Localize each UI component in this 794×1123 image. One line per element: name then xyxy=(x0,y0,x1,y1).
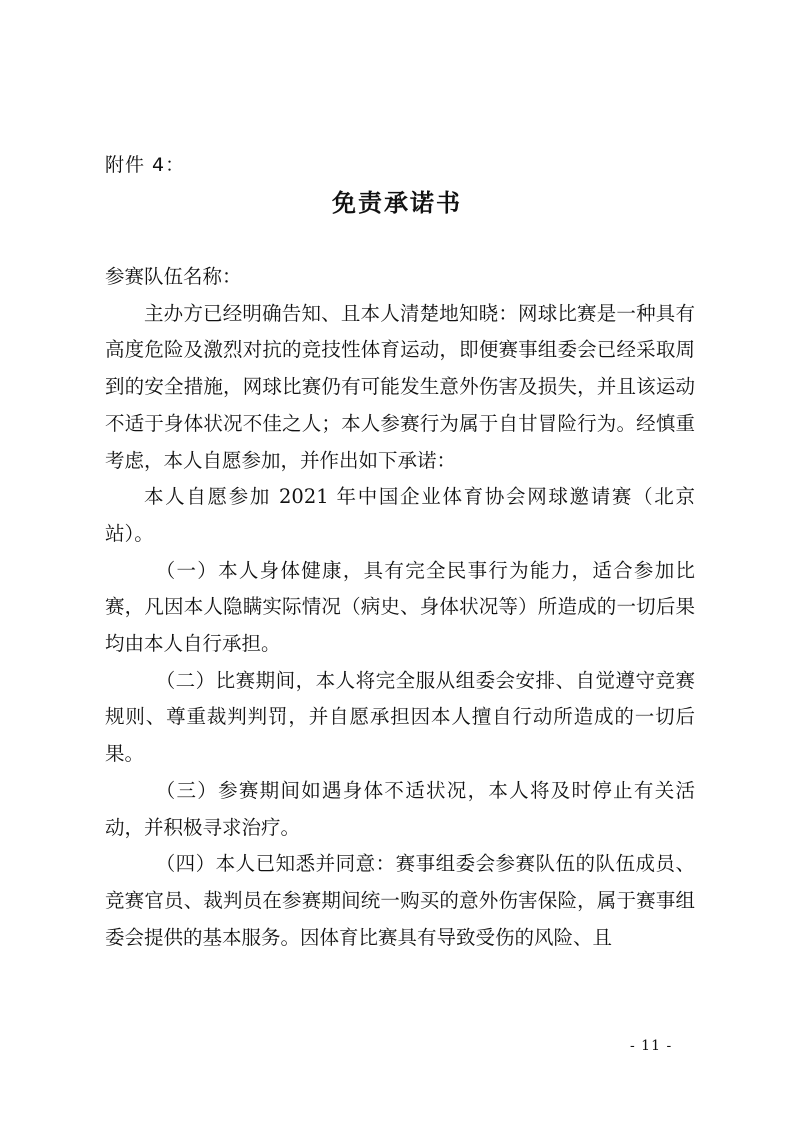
page-number: - 11 - xyxy=(630,1038,673,1054)
paragraph-clause-3: （三）参赛期间如遇身体不适状况，本人将及时停止有关活动，并积极寻求治疗。 xyxy=(105,778,695,839)
paragraph-participation: 本人自愿参加 2021 年中国企业体育协会网球邀请赛（北京站）。 xyxy=(105,485,695,545)
document-body xyxy=(105,259,695,956)
paragraph-clause-2: （二）比赛期间，本人将完全服从组委会安排、自觉遵守竞赛规则、尊重裁判判罚，并自愿承担因本人擅自行动所造成的一切后果。 xyxy=(105,668,695,766)
team-name-label: 参赛队伍名称： xyxy=(105,265,242,288)
attachment-label: 附件 4： xyxy=(105,154,186,176)
paragraph-notice: 主办方已经明确告知、且本人清楚地知晓：网球比赛是一种具有高度危险及激烈对抗的竞技性体育运动，即便赛事组委会已经采取周到的安全措施，网球比赛仍有可能发生意外伤害及损失，并且该运动不适于身体状况不佳之人；本人参赛行为属于自甘冒险行为。经慎重考虑，本人自愿参加，并作出如下承诺： xyxy=(105,301,695,472)
page-title: 免责承诺书 xyxy=(332,188,462,217)
paragraph-clause-4: （四）本人已知悉并同意：赛事组委会参赛队伍的队伍成员、竞赛官员、裁判员在参赛期间统一购买的意外伤害保险，属于赛事组委会提供的基本服务。因体育比赛具有导致受伤的风险、且 xyxy=(105,852,695,949)
paragraph-clause-1: （一）本人身体健康，具有完全民事行为能力，适合参加比赛，凡因本人隐瞒实际情况（病史、身体状况等）所造成的一切后果均由本人自行承担。 xyxy=(105,558,695,656)
